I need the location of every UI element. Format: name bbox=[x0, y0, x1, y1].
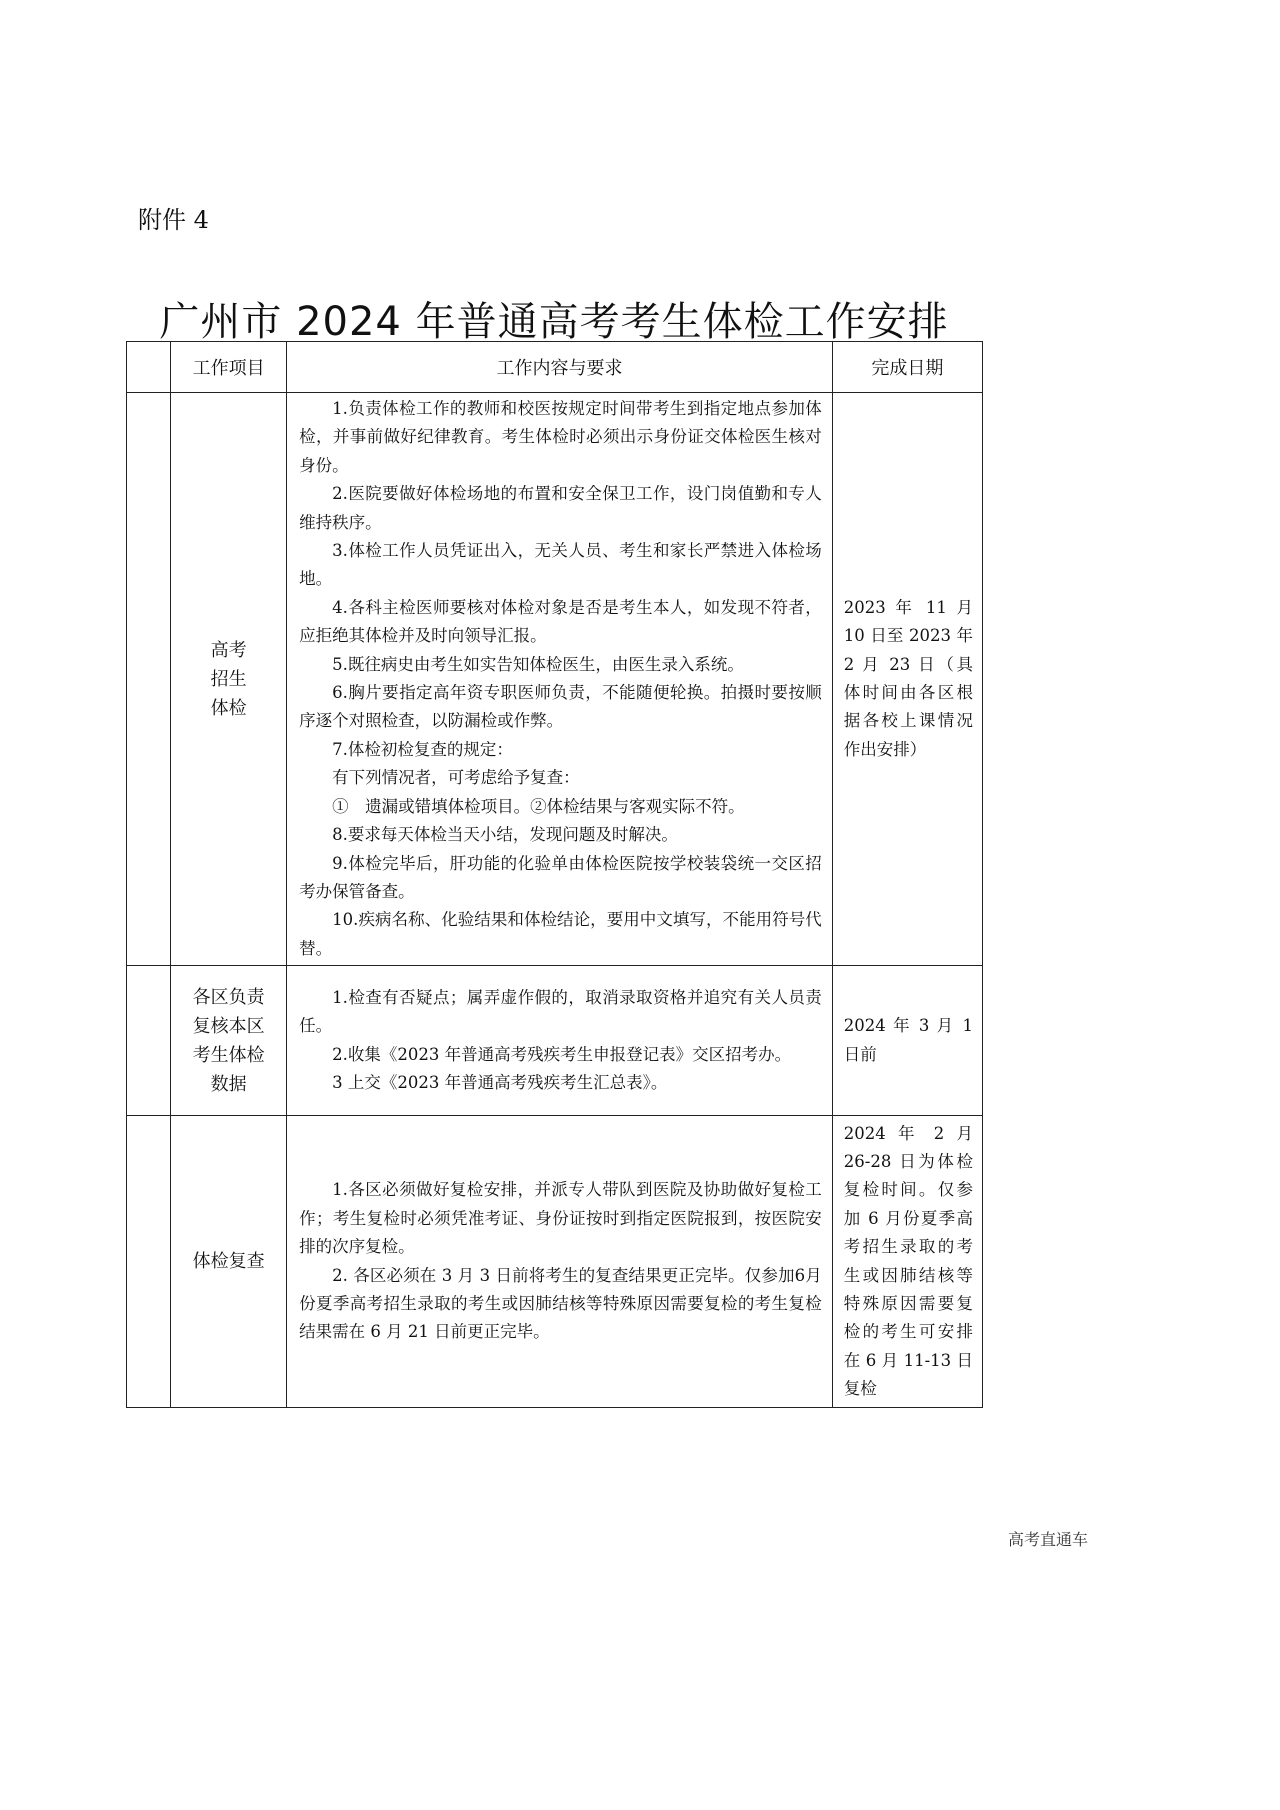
content-paragraph: 2.医院要做好体检场地的布置和安全保卫工作，设门岗值勤和专人维持秩序。 bbox=[299, 484, 822, 532]
row-blank-cell bbox=[127, 966, 171, 1116]
header-blank bbox=[127, 342, 171, 393]
completion-date-cell: 2024 年 3 月 1 日前 bbox=[832, 966, 982, 1116]
table-row bbox=[127, 393, 983, 966]
content-paragraph: 8.要求每天体检当天小结，发现问题及时解决。 bbox=[332, 825, 678, 845]
work-content-cell bbox=[287, 1116, 833, 1408]
work-item-line: 招生 bbox=[210, 668, 247, 690]
work-item-line: 复核本区 bbox=[192, 1015, 265, 1037]
header-date: 完成日期 bbox=[832, 342, 982, 393]
content-paragraph: 5.既往病史由考生如实告知体检医生，由医生录入系统。 bbox=[332, 654, 744, 674]
content-paragraph: 7.体检初检复查的规定： bbox=[332, 739, 513, 759]
table-row bbox=[127, 1116, 983, 1408]
row-blank-cell bbox=[127, 393, 171, 966]
completion-date-cell: 2023 年 11 月 10 日至 2023 年 2 月 23 日（具体时间由各区根据各校上课情况作出安排） bbox=[832, 393, 982, 966]
work-item-cell bbox=[171, 393, 287, 966]
content-paragraph: 3.体检工作人员凭证出入，无关人员、考生和家长严禁进入体检场地。 bbox=[299, 541, 822, 589]
content-paragraph: 3 上交《2023 年普通高考残疾考生汇总表》。 bbox=[332, 1073, 668, 1093]
table-header-row bbox=[127, 342, 983, 393]
work-item-line: 体检复查 bbox=[192, 1251, 265, 1273]
watermark: 高考直通车 bbox=[1007, 1530, 1088, 1549]
work-item-cell bbox=[171, 1116, 287, 1408]
work-item-line: 考生体检 bbox=[192, 1044, 265, 1066]
work-item-line: 高考 bbox=[210, 639, 247, 661]
page-title: 广州市 2024 年普通高考考生体检工作安排 bbox=[159, 299, 949, 345]
schedule-table bbox=[126, 341, 983, 1408]
work-item-line: 体检 bbox=[210, 697, 247, 719]
work-content-cell bbox=[287, 966, 833, 1116]
content-paragraph: 6.胸片要指定高年资专职医师负责，不能随便轮换。拍摄时要按顺序逐个对照检查，以防漏检或作弊。 bbox=[299, 683, 822, 731]
content-paragraph: 2.收集《2023 年普通高考残疾考生申报登记表》交区招考办。 bbox=[332, 1044, 792, 1064]
content-paragraph: 1.负责体检工作的教师和校医按规定时间带考生到指定地点参加体检，并事前做好纪律教育。考生体检时必须出示身份证交体检医生核对身份。 bbox=[299, 399, 822, 475]
attachment-label: 附件 4 bbox=[138, 206, 209, 234]
content-paragraph: 1.检查有否疑点；属弄虚作假的，取消录取资格并追究有关人员责任。 bbox=[299, 987, 822, 1036]
content-paragraph: 10.疾病名称、化验结果和体检结论，要用中文填写，不能用符号代替。 bbox=[299, 910, 822, 958]
content-paragraph: 1.各区必须做好复检安排，并派专人带队到医院及协助做好复检工作；考生复检时必须凭准考证、身份证按时到指定医院报到，按医院安排的次序复检。 bbox=[299, 1180, 822, 1257]
content-paragraph: 2. 各区必须在 3 月 3 日前将考生的复查结果更正完毕。仅参加6月份夏季高考招生录取的考生或因肺结核等特殊原因需要复检的考生复检结果需在 6 月 21 日前更正完毕。 bbox=[299, 1265, 822, 1342]
row-blank-cell bbox=[127, 1116, 171, 1408]
work-item-cell bbox=[171, 966, 287, 1116]
work-content-cell bbox=[287, 393, 833, 966]
header-content: 工作内容与要求 bbox=[287, 342, 833, 393]
content-paragraph: 4.各科主检医师要核对体检对象是否是考生本人，如发现不符者，应拒绝其体检并及时向领导汇报。 bbox=[299, 597, 822, 646]
completion-date-cell: 2024 年 2 月 26-28 日为体检复检时间。仅参加 6 月份夏季高考招生录取的考生或因肺结核等特殊原因需要复检的考生可安排在 6 月 11-13 日复检 bbox=[832, 1116, 982, 1408]
table-row bbox=[127, 966, 983, 1116]
content-paragraph: ① 遗漏或错填体检项目。②体检结果与客观实际不符。 bbox=[332, 796, 745, 816]
content-paragraph: 有下列情况者，可考虑给予复查： bbox=[332, 768, 580, 788]
work-item-line: 数据 bbox=[210, 1073, 247, 1095]
content-paragraph: 9.体检完毕后，肝功能的化验单由体检医院按学校装袋统一交区招考办保管备查。 bbox=[299, 853, 822, 901]
work-item-line: 各区负责 bbox=[192, 986, 265, 1008]
header-item: 工作项目 bbox=[171, 342, 287, 393]
